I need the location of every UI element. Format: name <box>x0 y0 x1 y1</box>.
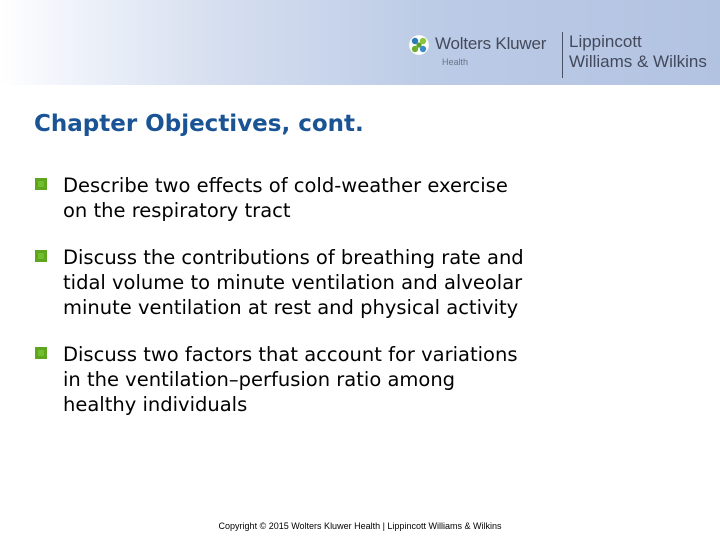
square-bullet-icon <box>35 178 47 190</box>
logo-division-text: Health <box>442 57 469 67</box>
square-bullet-icon <box>35 347 47 359</box>
bullet-item <box>35 342 695 417</box>
publisher-logo <box>406 28 716 78</box>
square-bullet-icon <box>35 250 47 262</box>
bullet-line: Discuss two factors that account for variations <box>63 343 518 366</box>
bullet-line: Discuss the contributions of breathing rate and <box>63 246 524 269</box>
bullet-line: in the ventilation–perfusion ratio among <box>63 368 456 391</box>
bullet-list <box>35 173 695 439</box>
wolters-kluwer-mark-icon <box>408 34 430 56</box>
bullet-line: tidal volume to minute ventilation and alveolar <box>63 271 523 294</box>
bullet-item <box>35 245 695 320</box>
footer-copyright <box>0 521 720 531</box>
logo-brand-text: Wolters Kluwer <box>435 34 547 53</box>
bullet-item <box>35 173 695 223</box>
logo-divider <box>562 32 563 78</box>
logo-imprint-line2: Williams & Wilkins <box>569 52 707 71</box>
logo-imprint <box>569 32 707 72</box>
logo-imprint-line1: Lippincott <box>569 32 642 51</box>
copyright-text: Copyright © 2015 Wolters Kluwer Health | Lippincott Williams & Wilkins <box>218 521 502 531</box>
header-band <box>0 0 720 85</box>
slide-title: Chapter Objectives, cont. <box>34 111 364 137</box>
bullet-line: on the respiratory tract <box>63 199 291 222</box>
bullet-line: healthy individuals <box>63 393 248 416</box>
bullet-line: Describe two effects of cold-weather exercise <box>63 174 508 197</box>
bullet-line: minute ventilation at rest and physical activity <box>63 296 519 319</box>
